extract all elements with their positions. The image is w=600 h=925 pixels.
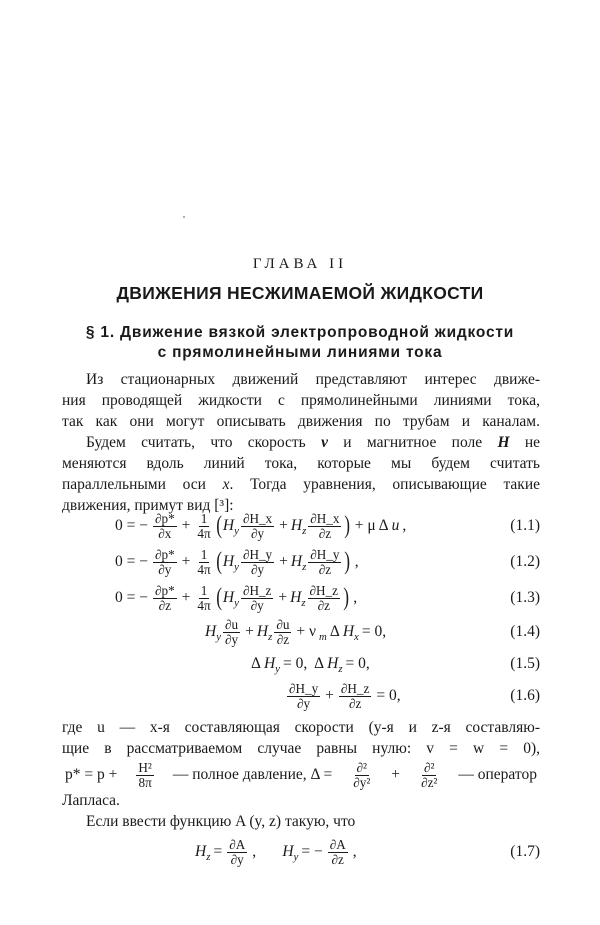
fraction xyxy=(195,512,212,539)
fraction-numerator: ∂H_z xyxy=(309,583,338,599)
math-text: + μ Δ xyxy=(354,517,389,534)
fraction xyxy=(419,761,439,788)
math-text: 0 = − xyxy=(115,589,148,606)
fraction-numerator: ∂u xyxy=(225,617,239,633)
text: . Тогда уравнения, описывающие такие xyxy=(229,476,541,493)
equation-1-2 xyxy=(112,548,362,576)
fraction-denominator: ∂y xyxy=(250,525,265,541)
fraction-numerator: ∂p* xyxy=(154,547,175,563)
fraction-denominator: ∂z xyxy=(158,597,171,613)
math-text: + xyxy=(181,553,191,570)
subscript: y xyxy=(234,525,239,538)
variable-letter: u xyxy=(391,517,400,534)
math-variable xyxy=(392,517,400,535)
chapter-label: ГЛАВА II xyxy=(252,256,348,272)
fraction-denominator: ∂y xyxy=(250,561,265,577)
equation-number: (1.2) xyxy=(510,553,540,570)
math-text: , xyxy=(402,517,407,534)
variable-letter: H xyxy=(222,553,235,570)
math-text: 0 = − xyxy=(115,553,148,570)
fraction-numerator: ∂² xyxy=(356,760,367,776)
math-text: , xyxy=(354,553,359,570)
math-text: p* = p + xyxy=(65,766,118,783)
fraction xyxy=(351,761,372,788)
variable-letter: H xyxy=(222,517,235,534)
paragraph-line: щие в рассматриваемом случае равны нулю: v = w = 0), xyxy=(62,740,540,757)
subscript: z xyxy=(338,663,343,676)
fraction xyxy=(308,548,341,575)
fraction-numerator: ∂H_x xyxy=(310,511,340,527)
fraction-denominator: ∂z xyxy=(348,695,362,711)
fraction-numerator: ∂H_y xyxy=(310,547,340,563)
fraction xyxy=(227,838,247,865)
subscript: z xyxy=(268,631,273,644)
math-text: + xyxy=(245,623,254,640)
fraction xyxy=(241,512,274,539)
fraction-denominator: ∂z² xyxy=(421,774,438,790)
math-text: , xyxy=(252,843,280,860)
fraction-numerator: ∂u xyxy=(276,617,290,633)
parenthesis: ) xyxy=(343,583,349,611)
math-text: = − xyxy=(301,843,323,860)
variable-letter: H xyxy=(282,843,294,860)
math-text: Δ xyxy=(329,623,340,640)
equation-1-7 xyxy=(195,838,360,866)
equation-1-6 xyxy=(285,682,404,710)
section-heading-line-1: § 1. Движение вязкой электропроводной жидкости xyxy=(85,324,515,341)
parenthesis: ) xyxy=(344,511,351,539)
fraction xyxy=(136,761,153,788)
fraction xyxy=(153,548,177,575)
subscript: x xyxy=(354,631,359,644)
math-variable xyxy=(222,517,239,538)
fraction xyxy=(241,548,274,575)
text: Будем считать, что скорость xyxy=(86,434,306,451)
paragraph-line: Лапласа. xyxy=(62,792,120,809)
var-x: x xyxy=(222,476,230,493)
math-text: Δ xyxy=(251,655,261,672)
math-variable xyxy=(195,843,211,864)
equation-number: (1.7) xyxy=(510,843,540,860)
paragraph-line xyxy=(62,475,540,495)
fraction-numerator: ∂p* xyxy=(154,583,175,599)
fraction xyxy=(195,548,212,575)
math-text: 0 = − xyxy=(115,517,148,534)
subscript: y xyxy=(216,631,222,644)
math-text: = 0, xyxy=(345,655,370,672)
math-text: = xyxy=(213,843,223,860)
math-text: , xyxy=(353,589,358,606)
equation-1-4 xyxy=(205,618,389,646)
fraction-denominator: ∂z xyxy=(276,631,290,647)
paragraph-line: Из стационарных движений представляют интерес движе- xyxy=(86,371,540,388)
scan-speck xyxy=(183,216,185,218)
fraction-numerator: 1 xyxy=(200,547,208,563)
fraction xyxy=(308,584,340,611)
fraction-denominator: ∂z xyxy=(318,525,332,541)
math-variable xyxy=(222,589,239,610)
fraction-numerator: ∂H_z xyxy=(242,583,272,599)
math-text: + xyxy=(279,553,288,570)
paragraph-line: где u — x-я составляющая скорости (y-я и z-я составляю- xyxy=(62,719,540,736)
fraction-numerator: ∂H_z xyxy=(340,681,370,697)
math-text: + xyxy=(278,589,288,606)
fraction-denominator: ∂z xyxy=(331,851,344,867)
math-text: — полное давление, Δ = xyxy=(172,766,333,783)
fraction-numerator: ∂A xyxy=(329,837,346,853)
math-variable xyxy=(290,553,307,574)
fraction-denominator: ∂x xyxy=(158,525,172,541)
fraction-numerator: ∂² xyxy=(423,760,435,776)
variable-letter: H xyxy=(256,623,269,640)
var-H: H xyxy=(497,434,510,451)
fraction xyxy=(153,512,177,539)
parenthesis: ) xyxy=(344,547,351,575)
equation-number: (1.5) xyxy=(510,655,540,672)
fraction xyxy=(274,618,291,645)
equation-1-5 xyxy=(248,650,373,678)
subscript: z xyxy=(302,561,307,574)
fraction xyxy=(241,584,273,611)
fraction-numerator: ∂H_y xyxy=(289,681,319,697)
equation-1-1 xyxy=(112,512,409,540)
fraction-denominator: 4π xyxy=(197,561,211,577)
paragraph-line: так как они могут описывать движения по трубам и каналам. xyxy=(62,413,540,430)
fraction-numerator: ∂p* xyxy=(154,511,175,527)
math-variable xyxy=(205,623,222,644)
paragraph-line xyxy=(86,433,540,453)
math-variable xyxy=(256,623,273,644)
math-variable xyxy=(342,623,359,644)
fraction-denominator: ∂y xyxy=(250,597,264,613)
subscript: z xyxy=(301,597,306,610)
variable-letter: H xyxy=(205,623,217,640)
math-text: — оператор xyxy=(458,766,537,783)
fraction-denominator: 4π xyxy=(197,597,211,613)
math-variable xyxy=(327,655,343,676)
fraction-denominator: 8π xyxy=(138,774,152,790)
math-text: + xyxy=(391,766,401,783)
parenthesis: ( xyxy=(215,583,222,611)
variable-letter: H xyxy=(290,589,302,606)
text: и магнитное поле xyxy=(343,434,483,451)
equation-number: (1.3) xyxy=(510,589,540,606)
fraction-denominator: ∂y xyxy=(297,695,311,711)
math-text: + xyxy=(181,517,191,534)
fraction-numerator: ∂A xyxy=(229,837,246,853)
fraction-denominator: ∂y xyxy=(158,561,172,577)
section-heading-line-2: с прямолинейными линиями тока xyxy=(157,344,443,361)
fraction-denominator: 4π xyxy=(197,525,211,541)
math-text: + xyxy=(181,589,191,606)
variable-letter: H xyxy=(195,843,207,860)
math-variable xyxy=(290,589,306,610)
math-text: = 0, Δ xyxy=(283,655,325,672)
math-variable xyxy=(319,623,327,644)
subscript: y xyxy=(234,561,239,574)
subscript: y xyxy=(275,663,280,676)
variable-letter: H xyxy=(263,655,276,672)
math-text: + xyxy=(325,687,334,704)
fraction xyxy=(195,584,212,611)
fraction xyxy=(287,682,320,709)
math-variable xyxy=(222,553,239,574)
fraction-numerator: ∂H_y xyxy=(242,547,273,563)
parenthesis: ( xyxy=(215,511,222,539)
subscript: y xyxy=(293,851,299,864)
subscript: z xyxy=(206,851,211,864)
fraction-denominator: ∂z xyxy=(318,561,332,577)
chapter-title: ДВИЖЕНИЯ НЕСЖИМАЕМОЙ ЖИДКОСТИ xyxy=(116,283,484,303)
fraction xyxy=(328,838,348,865)
math-text: + ν xyxy=(296,623,317,640)
fraction-denominator: ∂y xyxy=(230,851,244,867)
variable-letter: H xyxy=(290,517,303,534)
fraction-denominator: ∂y xyxy=(225,631,239,647)
fraction-numerator: 1 xyxy=(200,583,208,599)
parenthesis: ( xyxy=(215,547,222,575)
fraction xyxy=(153,584,177,611)
subscript: m xyxy=(319,631,327,644)
math-text: = 0, xyxy=(361,623,387,640)
fraction-numerator: H² xyxy=(138,760,152,776)
equation-1-3 xyxy=(112,584,360,612)
paragraph-line: движения, примут вид [³]: xyxy=(62,497,234,514)
math-variable xyxy=(263,655,280,676)
math-text: = 0, xyxy=(376,687,401,704)
math-text: , xyxy=(352,843,357,860)
text: параллельными оси xyxy=(62,476,206,493)
paragraph-line: меняются вдоль линий тока, которые мы будем считать xyxy=(62,455,540,472)
equation-number: (1.6) xyxy=(510,687,540,704)
math-text: + xyxy=(279,517,288,534)
fraction xyxy=(308,512,341,539)
var-v: v xyxy=(321,434,328,451)
paragraph-line: Если ввести функцию A (y, z) такую, что xyxy=(86,813,356,830)
math-variable xyxy=(290,517,307,538)
paragraph-line-formula xyxy=(62,761,540,789)
math-variable xyxy=(282,843,299,864)
text: не xyxy=(524,434,541,451)
variable-letter: H xyxy=(290,553,303,570)
fraction xyxy=(223,618,240,645)
equation-number: (1.1) xyxy=(510,517,540,534)
variable-letter: H xyxy=(222,589,235,606)
variable-letter: H xyxy=(327,655,339,672)
equation-number: (1.4) xyxy=(510,623,540,640)
fraction-numerator: 1 xyxy=(200,511,208,527)
subscript: y xyxy=(234,597,239,610)
fraction-denominator: ∂z xyxy=(317,597,330,613)
paragraph-line: ния проводящей жидкости с прямолинейными линиями тока, xyxy=(62,392,540,409)
fraction-numerator: ∂H_x xyxy=(242,511,273,527)
fraction-denominator: ∂y² xyxy=(353,774,371,790)
subscript: z xyxy=(302,525,307,538)
fraction xyxy=(339,682,371,709)
variable-letter: H xyxy=(342,623,355,640)
